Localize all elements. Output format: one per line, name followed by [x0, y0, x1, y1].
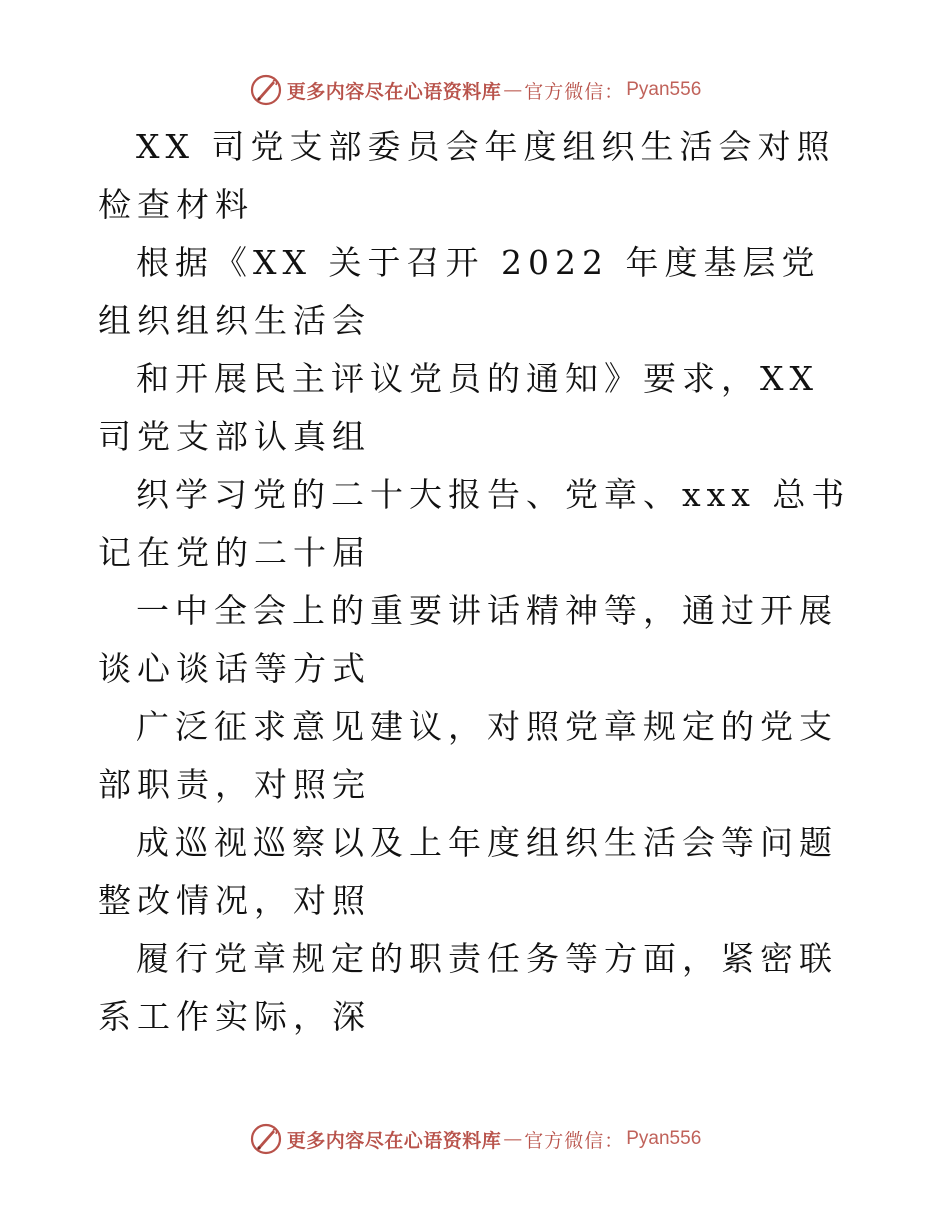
watermark-separator: — [503, 1128, 523, 1150]
watermark-separator: — [503, 79, 523, 101]
paragraph: 成巡视巡察以及上年度组织生活会等问题整改情况，对照 [98, 823, 838, 920]
paragraph: 和开展民主评议党员的通知》要求，XX 司党支部认真组 [98, 359, 819, 456]
document-body [98, 118, 858, 1046]
watermark-brand: 更多内容尽在心语资料库 [286, 80, 502, 103]
watermark-footer [0, 1119, 950, 1159]
quill-logo-icon [249, 73, 283, 107]
watermark-brand: 更多内容尽在心语资料库 [286, 1129, 502, 1152]
paragraph: 一中全会上的重要讲话精神等，通过开展谈心谈话等方式 [98, 591, 838, 688]
watermark-wechat-label: 官方微信： [524, 80, 625, 103]
watermark-wechat-id: Pyan556 [626, 79, 702, 100]
paragraph: 根据《XX 关于召开 2022 年度基层党组织组织生活会 [98, 243, 821, 340]
watermark-header [0, 70, 950, 110]
paragraph: 广泛征求意见建议，对照党章规定的党支部职责，对照完 [98, 707, 838, 804]
paragraph: 履行党章规定的职责任务等方面，紧密联系工作实际，深 [98, 939, 838, 1036]
paragraph: 织学习党的二十大报告、党章、xxx 总书记在党的二十届 [98, 475, 851, 572]
watermark-wechat-id: Pyan556 [626, 1128, 702, 1149]
watermark-wechat-label: 官方微信： [524, 1129, 625, 1152]
quill-logo-icon [249, 1122, 283, 1156]
document-title: XX 司党支部委员会年度组织生活会对照检查材料 [98, 127, 836, 224]
